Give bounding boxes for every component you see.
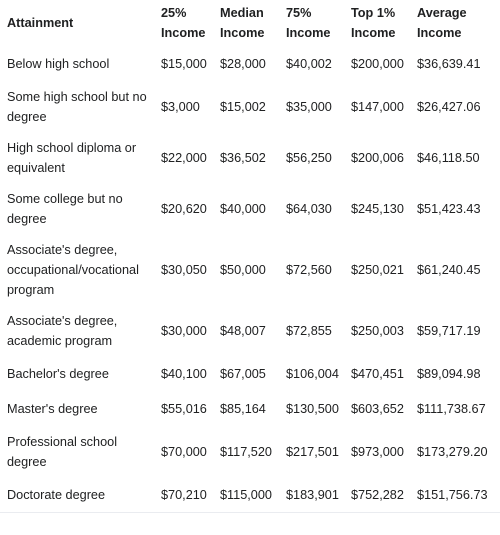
table-body xyxy=(0,47,500,513)
median-cell: $115,000 xyxy=(220,488,272,502)
median-cell: $40,000 xyxy=(220,202,266,216)
top1-cell: $470,451 xyxy=(351,367,404,381)
top1-cell: $752,282 xyxy=(351,488,404,502)
p25-cell: $70,210 xyxy=(161,488,207,502)
p75-cell: $56,250 xyxy=(286,151,332,165)
attainment-cell: Below high school xyxy=(7,57,110,71)
header-median-income: Median Income xyxy=(220,6,265,40)
average-cell: $51,423.43 xyxy=(417,202,481,216)
table-row xyxy=(0,306,500,357)
attainment-cell: Bachelor's degree xyxy=(7,367,109,381)
p75-cell: $106,004 xyxy=(286,367,339,381)
top1-cell: $245,130 xyxy=(351,202,404,216)
top1-cell: $250,021 xyxy=(351,263,404,277)
average-cell: $26,427.06 xyxy=(417,100,481,114)
average-cell: $173,279.20 xyxy=(417,445,488,459)
table-row xyxy=(0,184,500,235)
median-cell: $50,000 xyxy=(220,263,266,277)
p25-cell: $30,000 xyxy=(161,324,207,338)
header-average-income: Average Income xyxy=(417,6,467,40)
header-row xyxy=(0,0,500,47)
median-cell: $36,502 xyxy=(220,151,266,165)
average-cell: $89,094.98 xyxy=(417,367,481,381)
attainment-cell: Associate's degree, academic program xyxy=(7,314,118,348)
median-cell: $67,005 xyxy=(220,367,266,381)
attainment-cell: Some high school but no degree xyxy=(7,90,147,124)
attainment-cell: High school diploma or equivalent xyxy=(7,141,137,175)
average-cell: $36,639.41 xyxy=(417,57,481,71)
median-cell: $85,164 xyxy=(220,402,266,416)
table-row xyxy=(0,47,500,82)
p25-cell: $70,000 xyxy=(161,445,207,459)
p75-cell: $40,002 xyxy=(286,57,332,71)
p75-cell: $183,901 xyxy=(286,488,339,502)
median-cell: $15,002 xyxy=(220,100,266,114)
top1-cell: $603,652 xyxy=(351,402,404,416)
p75-cell: $35,000 xyxy=(286,100,332,114)
p25-cell: $22,000 xyxy=(161,151,207,165)
table-row xyxy=(0,235,500,306)
top1-cell: $147,000 xyxy=(351,100,404,114)
p75-cell: $130,500 xyxy=(286,402,339,416)
p25-cell: $3,000 xyxy=(161,100,200,114)
top1-cell: $200,000 xyxy=(351,57,404,71)
average-cell: $151,756.73 xyxy=(417,488,488,502)
p75-cell: $72,560 xyxy=(286,263,332,277)
median-cell: $28,000 xyxy=(220,57,266,71)
average-cell: $59,717.19 xyxy=(417,324,481,338)
top1-cell: $200,006 xyxy=(351,151,404,165)
median-cell: $117,520 xyxy=(220,445,272,459)
table-row xyxy=(0,133,500,184)
attainment-cell: Professional school degree xyxy=(7,435,118,469)
attainment-cell: Associate's degree, occupational/vocational program xyxy=(7,243,139,297)
top1-cell: $973,000 xyxy=(351,445,404,459)
average-cell: $61,240.45 xyxy=(417,263,481,277)
header-75-income: 75% Income xyxy=(286,6,331,40)
attainment-cell: Doctorate degree xyxy=(7,488,106,502)
top1-cell: $250,003 xyxy=(351,324,404,338)
p75-cell: $72,855 xyxy=(286,324,332,338)
p25-cell: $55,016 xyxy=(161,402,207,416)
average-cell: $111,738.67 xyxy=(417,402,486,416)
table-row xyxy=(0,82,500,133)
attainment-cell: Some college but no degree xyxy=(7,192,123,226)
header-attainment: Attainment xyxy=(7,16,74,30)
table-row xyxy=(0,427,500,478)
header-top-1-income: Top 1% Income xyxy=(351,6,396,40)
p75-cell: $64,030 xyxy=(286,202,332,216)
header-25-income: 25% Income xyxy=(161,6,206,40)
average-cell: $46,118.50 xyxy=(417,151,480,165)
p75-cell: $217,501 xyxy=(286,445,339,459)
table-row xyxy=(0,392,500,427)
p25-cell: $30,050 xyxy=(161,263,207,277)
table-row xyxy=(0,357,500,392)
attainment-cell: Master's degree xyxy=(7,402,98,416)
p25-cell: $20,620 xyxy=(161,202,207,216)
median-cell: $48,007 xyxy=(220,324,266,338)
p25-cell: $15,000 xyxy=(161,57,207,71)
table-row xyxy=(0,478,500,513)
p25-cell: $40,100 xyxy=(161,367,207,381)
table-header xyxy=(0,0,500,47)
